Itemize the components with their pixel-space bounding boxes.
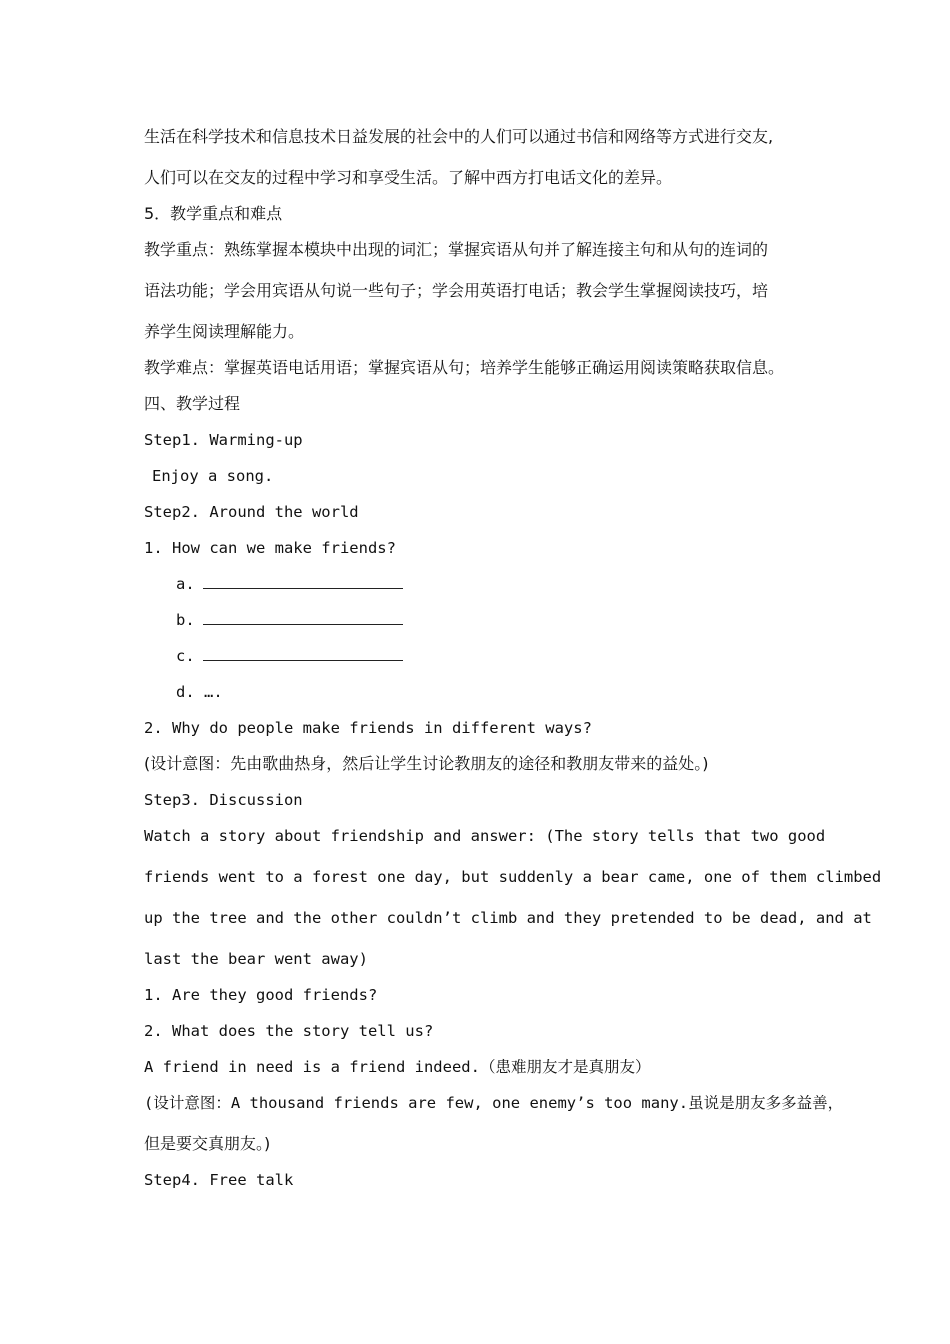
story-line-4: last the bear went away) bbox=[144, 950, 368, 968]
blank-item-c bbox=[176, 646, 403, 666]
section-heading-key-points: 5．教学重点和难点 bbox=[144, 204, 283, 223]
paragraph-intro-line-1: 生活在科学技术和信息技术日益发展的社会中的人们可以通过书信和网络等方式进行交友, bbox=[144, 127, 774, 146]
blank-label-a: a. bbox=[176, 575, 195, 593]
step3-heading: Step3. Discussion bbox=[144, 791, 303, 809]
key-points-line-1: 教学重点：熟练掌握本模块中出现的词汇；掌握宾语从句并了解连接主句和从句的连词的 bbox=[144, 240, 769, 259]
blank-label-c: c. bbox=[176, 647, 195, 665]
story-line-2: friends went to a forest one day, but suddenly a bear came, one of them climbed bbox=[144, 868, 882, 886]
step3-question-1: 1. Are they good friends? bbox=[144, 986, 378, 1004]
story-line-1: Watch a story about friendship and answer: (The story tells that two good bbox=[144, 827, 826, 845]
section-heading-teaching-process: 四、教学过程 bbox=[144, 394, 241, 413]
design-intent-2-line-1: (设计意图：A thousand friends are few, one enemy’s too many.虽说是朋友多多益善， bbox=[144, 1094, 844, 1112]
blank-label-b: b. bbox=[176, 611, 195, 629]
story-line-3: up the tree and the other couldn’t climb and they pretended to be dead, and at bbox=[144, 909, 872, 927]
step2-heading: Step2. Around the world bbox=[144, 503, 359, 521]
step1-content: Enjoy a song. bbox=[152, 467, 274, 485]
blank-item-b bbox=[176, 610, 403, 630]
blank-line-c bbox=[203, 646, 403, 661]
blank-line-b bbox=[203, 610, 403, 625]
difficult-points-line: 教学难点：掌握英语电话用语；掌握宾语从句；培养学生能够正确运用阅读策略获取信息。 bbox=[144, 358, 785, 377]
step3-question-2: 2. What does the story tell us? bbox=[144, 1022, 434, 1040]
blank-line-a bbox=[203, 574, 403, 589]
step2-question-1: 1. How can we make friends? bbox=[144, 539, 396, 557]
design-intent-1: (设计意图：先由歌曲热身，然后让学生讨论教朋友的途径和教朋友带来的益处。) bbox=[144, 754, 709, 773]
paragraph-intro-line-2: 人们可以在交友的过程中学习和享受生活。了解中西方打电话文化的差异。 bbox=[144, 168, 673, 187]
blank-item-a bbox=[176, 574, 403, 594]
step2-question-2: 2. Why do people make friends in different ways? bbox=[144, 719, 592, 737]
blank-item-d: d. …. bbox=[176, 683, 223, 701]
design-intent-2-line-2: 但是要交真朋友。) bbox=[144, 1134, 271, 1153]
key-points-line-3: 养学生阅读理解能力。 bbox=[144, 322, 305, 341]
step1-heading: Step1. Warming-up bbox=[144, 431, 303, 449]
key-points-line-2: 语法功能；学会用宾语从句说一些句子；学会用英语打电话；教会学生掌握阅读技巧，培 bbox=[144, 281, 769, 300]
proverb-line: A friend in need is a friend indeed.（患难朋友才是真朋友） bbox=[144, 1058, 651, 1076]
step4-heading: Step4. Free talk bbox=[144, 1171, 294, 1189]
